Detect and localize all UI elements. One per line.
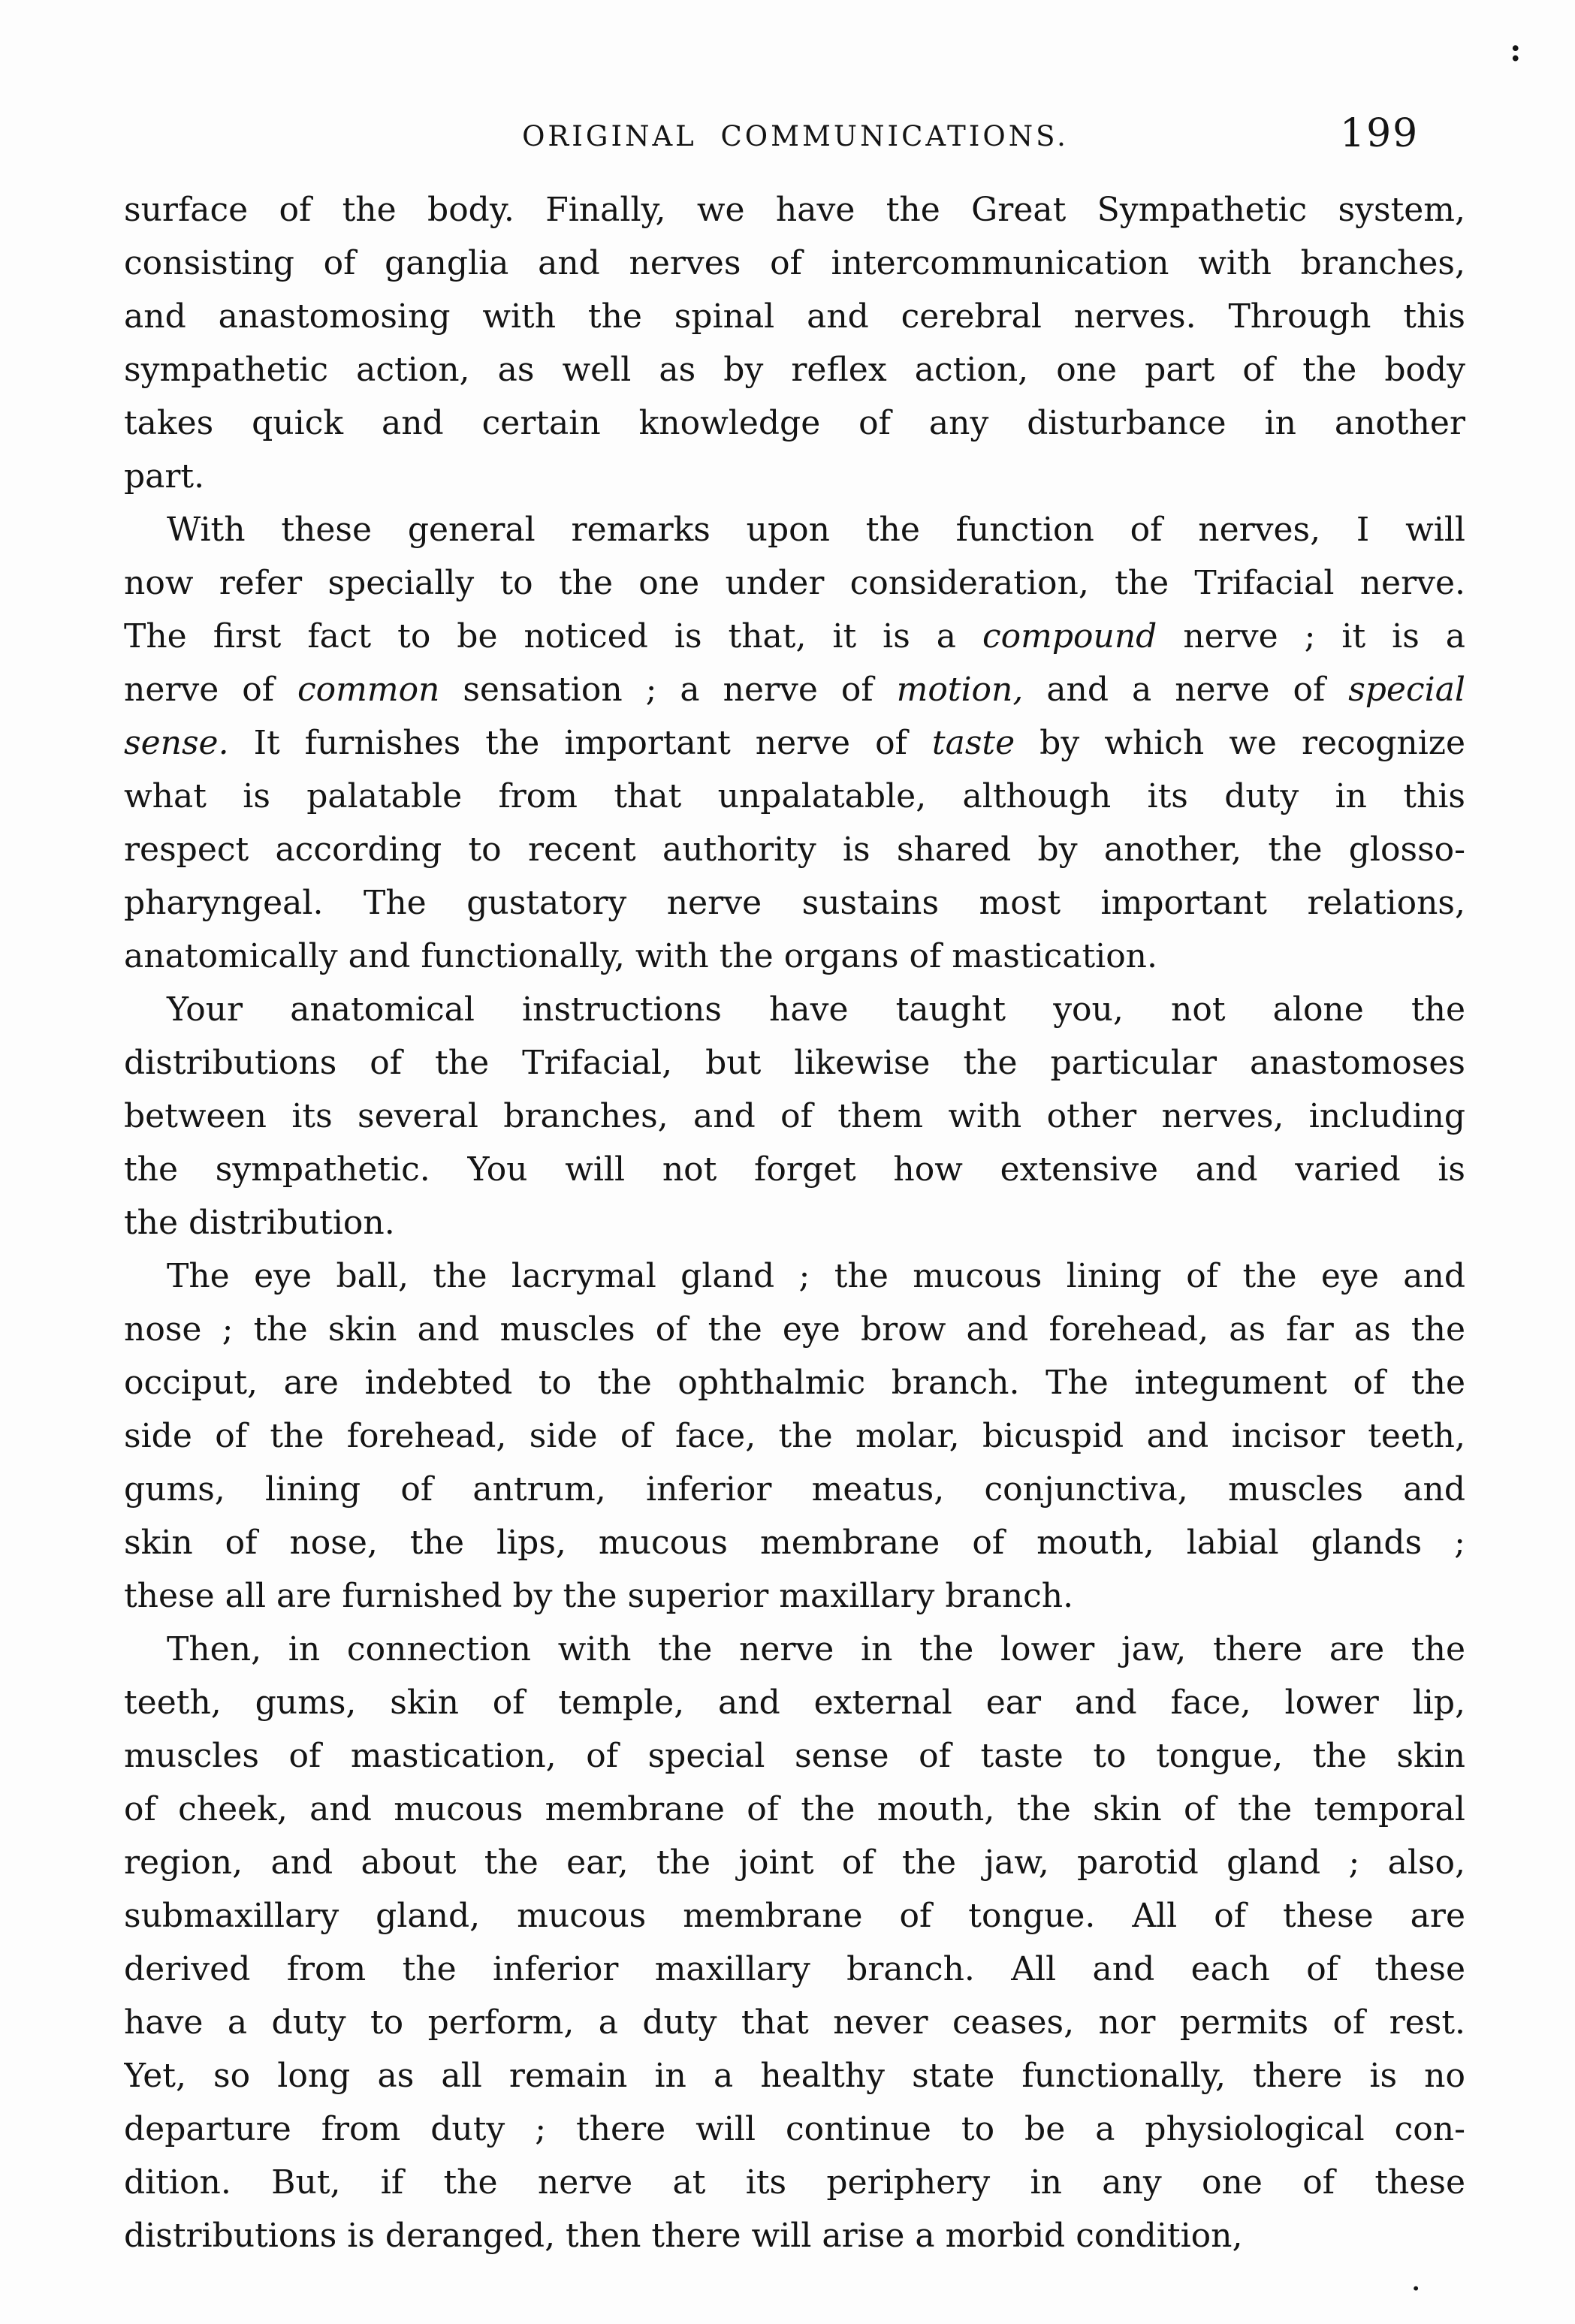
text-line	[124, 1196, 1465, 1249]
text-segment: anatomically and functionally, with the organs of mastication.	[124, 937, 1158, 975]
text-segment: between its several branches, and of them with other nerves, including	[124, 1097, 1465, 1135]
text-segment: the distribution.	[124, 1204, 395, 1242]
text-segment: what is palatable from that unpalatable, although its duty in this	[124, 777, 1465, 815]
text-line	[124, 1729, 1465, 1783]
text-segment: nerve ; it is a	[1157, 617, 1465, 656]
paragraph	[124, 183, 1465, 503]
text-segment: have a duty to perform, a duty that never ceases, nor permits of rest.	[124, 2003, 1465, 2042]
text-segment: derived from the inferior maxillary branch. All and each of these	[124, 1950, 1465, 1988]
text-segment: sympathetic action, as well as by reflex action, one part of the body	[124, 351, 1465, 389]
text-segment: It furnishes the important nerve of	[228, 724, 932, 762]
text-segment: the sympathetic. You will not forget how extensive and varied is	[124, 1150, 1465, 1189]
page-number: 199	[1340, 111, 1420, 156]
text-segment: pharyngeal. The gustatory nerve sustains most important relations,	[124, 884, 1465, 922]
text-line	[124, 343, 1465, 396]
stray-ink-mark-bottom: .	[1411, 2259, 1422, 2298]
text-line	[124, 2209, 1465, 2262]
text-segment: With these general remarks upon the function of nerves, I will	[167, 511, 1465, 549]
text-segment: The first fact to be noticed is that, it is a	[124, 617, 982, 656]
text-segment: sensation ; a nerve of	[439, 671, 897, 709]
text-line	[124, 1249, 1465, 1303]
text-line	[124, 770, 1465, 823]
paragraph	[124, 1623, 1465, 2262]
text-line	[124, 1090, 1465, 1143]
italic-text-segment: sense.	[124, 724, 229, 762]
text-line	[124, 1943, 1465, 1996]
text-segment: teeth, gums, skin of temple, and external ear and face, lower lip,	[124, 1683, 1465, 1722]
text-line	[124, 237, 1465, 290]
text-segment: The eye ball, the lacrymal gland ; the mucous lining of the eye and	[167, 1257, 1465, 1295]
text-segment: side of the forehead, side of face, the molar, bicuspid and incisor teeth,	[124, 1417, 1465, 1455]
text-line	[124, 983, 1465, 1036]
text-line	[124, 1889, 1465, 1943]
text-block	[124, 183, 1465, 2262]
text-segment: respect according to recent authority is shared by another, the glosso-	[124, 830, 1465, 869]
paragraph	[124, 1249, 1465, 1623]
italic-text-segment: taste	[931, 724, 1015, 762]
text-line	[124, 183, 1465, 237]
text-line	[124, 610, 1465, 663]
text-segment: distributions is deranged, then there will arise a morbid condition,	[124, 2217, 1243, 2255]
text-line	[124, 1463, 1465, 1516]
text-segment: departure from duty ; there will continue to be a physiological con-	[124, 2110, 1465, 2148]
text-line	[124, 1569, 1465, 1623]
text-line	[124, 396, 1465, 450]
text-line	[124, 1623, 1465, 1676]
text-segment: now refer specially to the one under consideration, the Trifacial nerve.	[124, 564, 1465, 602]
running-head: ORIGINAL COMMUNICATIONS.	[522, 120, 1069, 152]
text-line	[124, 1676, 1465, 1729]
italic-text-segment: motion,	[896, 671, 1024, 709]
text-segment: of cheek, and mucous membrane of the mouth, the skin of the temporal	[124, 1790, 1465, 1828]
text-segment: region, and about the ear, the joint of the jaw, parotid gland ; also,	[124, 1843, 1465, 1882]
text-segment: takes quick and certain knowledge of any disturbance in another	[124, 404, 1465, 442]
text-segment: Your anatomical instructions have taught you, not alone the	[167, 990, 1465, 1029]
text-segment: and a nerve of	[1023, 671, 1349, 709]
text-line	[124, 1783, 1465, 1836]
stray-ink-mark-top-right: :	[1510, 32, 1522, 68]
text-segment: dition. But, if the nerve at its periphery in any one of these	[124, 2163, 1465, 2202]
text-segment: muscles of mastication, of special sense of taste to tongue, the skin	[124, 1737, 1465, 1775]
text-line	[124, 930, 1465, 983]
text-segment: these all are furnished by the superior maxillary branch.	[124, 1577, 1074, 1615]
paragraph	[124, 983, 1465, 1249]
text-line	[124, 1996, 1465, 2049]
text-segment: occiput, are indebted to the ophthalmic branch. The integument of the	[124, 1364, 1465, 1402]
italic-text-segment: compound	[982, 617, 1157, 656]
text-segment: nose ; the skin and muscles of the eye brow and forehead, as far as the	[124, 1310, 1465, 1349]
text-segment: submaxillary gland, mucous membrane of tongue. All of these are	[124, 1897, 1465, 1935]
text-segment: by which we recognize	[1015, 724, 1465, 762]
text-line	[124, 1516, 1465, 1569]
text-line	[124, 450, 1465, 503]
text-segment: gums, lining of antrum, inferior meatus, conjunctiva, muscles and	[124, 1470, 1465, 1509]
text-line	[124, 1356, 1465, 1409]
italic-text-segment: common	[297, 671, 440, 709]
italic-text-segment: special	[1348, 671, 1465, 709]
text-line	[124, 2102, 1465, 2156]
text-segment: Then, in connection with the nerve in the lower jaw, there are the	[167, 1630, 1465, 1668]
text-segment: part.	[124, 457, 205, 496]
text-segment: distributions of the Trifacial, but likewise the particular anastomoses	[124, 1044, 1465, 1082]
text-line	[124, 290, 1465, 343]
text-line	[124, 716, 1465, 770]
text-segment: surface of the body. Finally, we have the Great Sympathetic system,	[124, 191, 1465, 229]
text-line	[124, 876, 1465, 930]
text-line	[124, 2049, 1465, 2102]
text-line	[124, 823, 1465, 876]
text-line	[124, 556, 1465, 610]
text-line	[124, 503, 1465, 556]
text-line	[124, 2156, 1465, 2209]
text-line	[124, 663, 1465, 716]
text-line	[124, 1036, 1465, 1090]
text-line	[124, 1409, 1465, 1463]
text-segment: nerve of	[124, 671, 297, 709]
text-segment: skin of nose, the lips, mucous membrane of mouth, labial glands ;	[124, 1524, 1465, 1562]
text-segment: and anastomosing with the spinal and cerebral nerves. Through this	[124, 297, 1465, 336]
text-line	[124, 1143, 1465, 1196]
paragraph	[124, 503, 1465, 983]
text-segment: consisting of ganglia and nerves of intercommunication with branches,	[124, 244, 1465, 282]
text-segment: Yet, so long as all remain in a healthy state functionally, there is no	[124, 2057, 1465, 2095]
text-line	[124, 1836, 1465, 1889]
text-line	[124, 1303, 1465, 1356]
